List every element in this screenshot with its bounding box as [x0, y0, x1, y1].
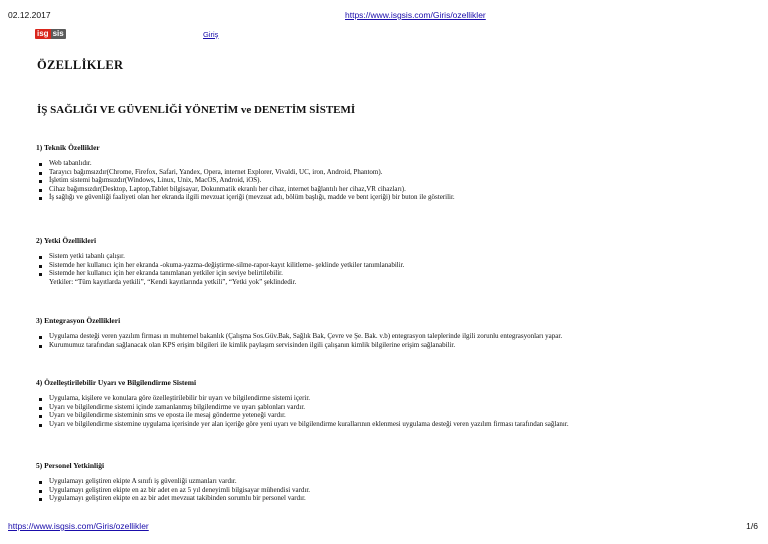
list-item: Uygulamayı geliştiren ekipte A sınıfı iş güvenliği uzmanları vardır.: [36, 477, 736, 486]
list-item: Uygulama, kişilere ve konulara göre özelleştirilebilir bir uyarı ve bilgilendirme sistemi içerir.: [36, 394, 736, 403]
list-item-continuation: Yetkiler: “Tüm kayıtlarda yetkili”, “Kendi kayıtlarında yetkili”, “Yetki yok” şeklindedir.: [49, 277, 297, 286]
section-personnel: [36, 461, 736, 503]
section-title: 1) Teknik Özellikler: [36, 143, 100, 152]
list-item: İş sağlığı ve güvenliği faaliyeti olan her ekranda ilgili mevzuat içeriği (mevzuat adı, bölüm başlığı, madde ve bent içeriği) bir buton ile gösterilir.: [36, 193, 736, 202]
section-technical-features: [36, 143, 736, 202]
section-notification-system: [36, 378, 736, 428]
list-item: Kurumumuz tarafından sağlanacak olan KPS erişim bilgileri ile kimlik paylaşım servisinden ilgili çalışanın kimlik bilgilerine erişim sağlanabilir.: [36, 341, 736, 350]
print-date: 02.12.2017: [8, 10, 51, 20]
list-item: Sistemde her kullanıcı için her ekranda -okuma-yazma-değiştirme-silme-rapor-kayıt kilitleme- şeklinde yetkiler tanımlanabilir.: [36, 261, 736, 270]
print-footer: [0, 521, 768, 533]
print-footer-url[interactable]: https://www.isgsis.com/Giris/ozellikler: [8, 521, 149, 531]
feature-list: [36, 394, 736, 428]
section-title: 3) Entegrasyon Özellikleri: [36, 316, 121, 325]
list-item: Uygulamayı geliştiren ekipte en az bir adet mevzuat takibinden sorumlu bir personel vardır.: [36, 494, 736, 503]
feature-list: [36, 332, 736, 349]
section-title: 5) Personel Yetkinliği: [36, 461, 105, 470]
site-topbar: [0, 28, 768, 42]
list-item: Tarayıcı bağımsızdır(Chrome, Firefox, Safari, Yandex, Opera, internet Explorer, Vivaldi, UC, iron, Android, Phantom).: [36, 168, 736, 177]
section-title: 2) Yetki Özellikleri: [36, 236, 97, 245]
page-number: 1/6: [746, 521, 758, 531]
list-item: Uyarı ve bilgilendirme sisteminin sms ve eposta ile mesaj gönderme yeteneği vardır.: [36, 411, 736, 420]
section-title: 4) Özelleştirilebilir Uyarı ve Bilgilendirme Sistemi: [36, 378, 197, 387]
print-header: [0, 10, 768, 22]
logo-part-sis: sis: [52, 29, 64, 38]
list-item: Sistem yetki tabanlı çalışır.: [36, 252, 736, 261]
list-item: Cihaz bağımsızdır(Desktop, Laptop,Tablet bilgisayar, Dokunmatik ekranlı her cihaz, internet bağlantılı her cihaz,VR cihazları).: [36, 185, 736, 194]
list-item: İşletim sistemi bağımsızdır(Windows, Linux, Unix, MacOS, Android, iOS).: [36, 176, 736, 185]
list-item: Uygulama desteği veren yazılım firması ın muhtemel bakanlık (Çalışma Sos.Güv.Bak, Sağlık Bak, Çevre ve Şe. Bak. v.b) entegrasyon taleplerinde ilgili zorunlu entegrasyonları yapar.: [36, 332, 736, 341]
nav-link-giris[interactable]: Giriş: [203, 30, 219, 39]
section-authorization: [36, 236, 736, 286]
list-item: Uyarı ve bilgilendirme sistemine uygulama içerisinde yer alan içeriğe göre yeni uyarı ve bilgilendirme kurallarının eklenmesi uygulama desteği veren yazılım firması tarafından sağlanır.: [36, 420, 736, 429]
page-subtitle: İŞ SAĞLIĞI VE GÜVENLİĞİ YÖNETİM ve DENETİM SİSTEMİ: [37, 104, 356, 116]
page-title: ÖZELLİKLER: [37, 58, 124, 72]
feature-list: [36, 477, 736, 503]
print-header-url[interactable]: https://www.isgsis.com/Giris/ozellikler: [345, 10, 486, 20]
feature-list: [36, 159, 736, 202]
list-item: Sistemde her kullanıcı için her ekranda tanımlanan yetkiler için seviye belirtilebilir.: [36, 269, 736, 278]
list-item: Uyarı ve bilgilendirme sistemi içinde zamanlanmış bilgilendirme ve uyarı şablonları vardır.: [36, 403, 736, 412]
site-logo[interactable]: [35, 29, 66, 39]
list-item: Web tabanlıdır.: [36, 159, 736, 168]
logo-part-isg: isg: [37, 29, 49, 38]
feature-list: [36, 252, 736, 286]
list-item: Uygulamayı geliştiren ekipte en az bir adet en az 5 yıl deneyimli bilgisayar mühendisi vardır.: [36, 486, 736, 495]
section-integration: [36, 316, 736, 349]
